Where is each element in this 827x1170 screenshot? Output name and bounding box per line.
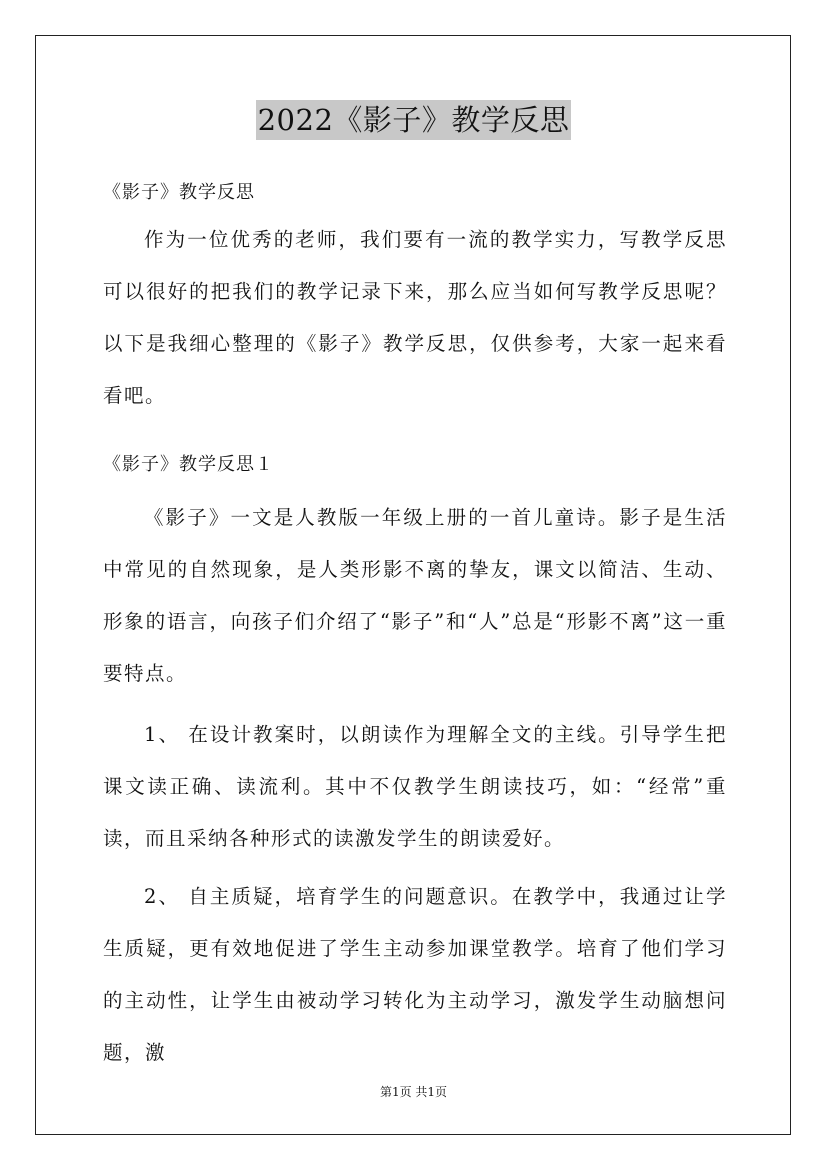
page-title: 2022《影子》教学反思 [256,100,572,140]
body-paragraph-3: 2、 自主质疑，培育学生的问题意识。在教学中，我通过让学生质疑，更有效地促进了学生主动参加课堂教学。培育了他们学习的主动性，让学生由被动学习转化为主动学习，激发学生动脑想问题，激 [103,885,727,1064]
body-paragraph-1: 《影子》一文是人教版一年级上册的一首儿童诗。影子是生活中常见的自然现象，是人类形影不离的挚友，课文以简洁、生动、形象的语言，向孩子们介绍了“影子”和“人”总是“形影不离”这一重要特点。 [103,506,727,685]
intro-paragraph: 作为一位优秀的老师，我们要有一流的教学实力，写教学反思可以很好的把我们的教学记录下来，那么应当如何写教学反思呢？以下是我细心整理的《影子》教学反思，仅供参考，大家一起来看看吧。 [103,228,727,407]
document-subtitle: 《影子》教学反思 [103,182,255,203]
section-heading: 《影子》教学反思１ [103,454,274,475]
page-footer: 第1页 共1页 [379,1085,448,1099]
body-paragraph-2: 1、 在设计教案时，以朗读作为理解全文的主线。引导学生把课文读正确、读流利。其中不仅教学生朗读技巧，如：“经常”重读，而且采纳各种形式的读激发学生的朗读爱好。 [103,723,727,850]
title-container [0,100,827,140]
